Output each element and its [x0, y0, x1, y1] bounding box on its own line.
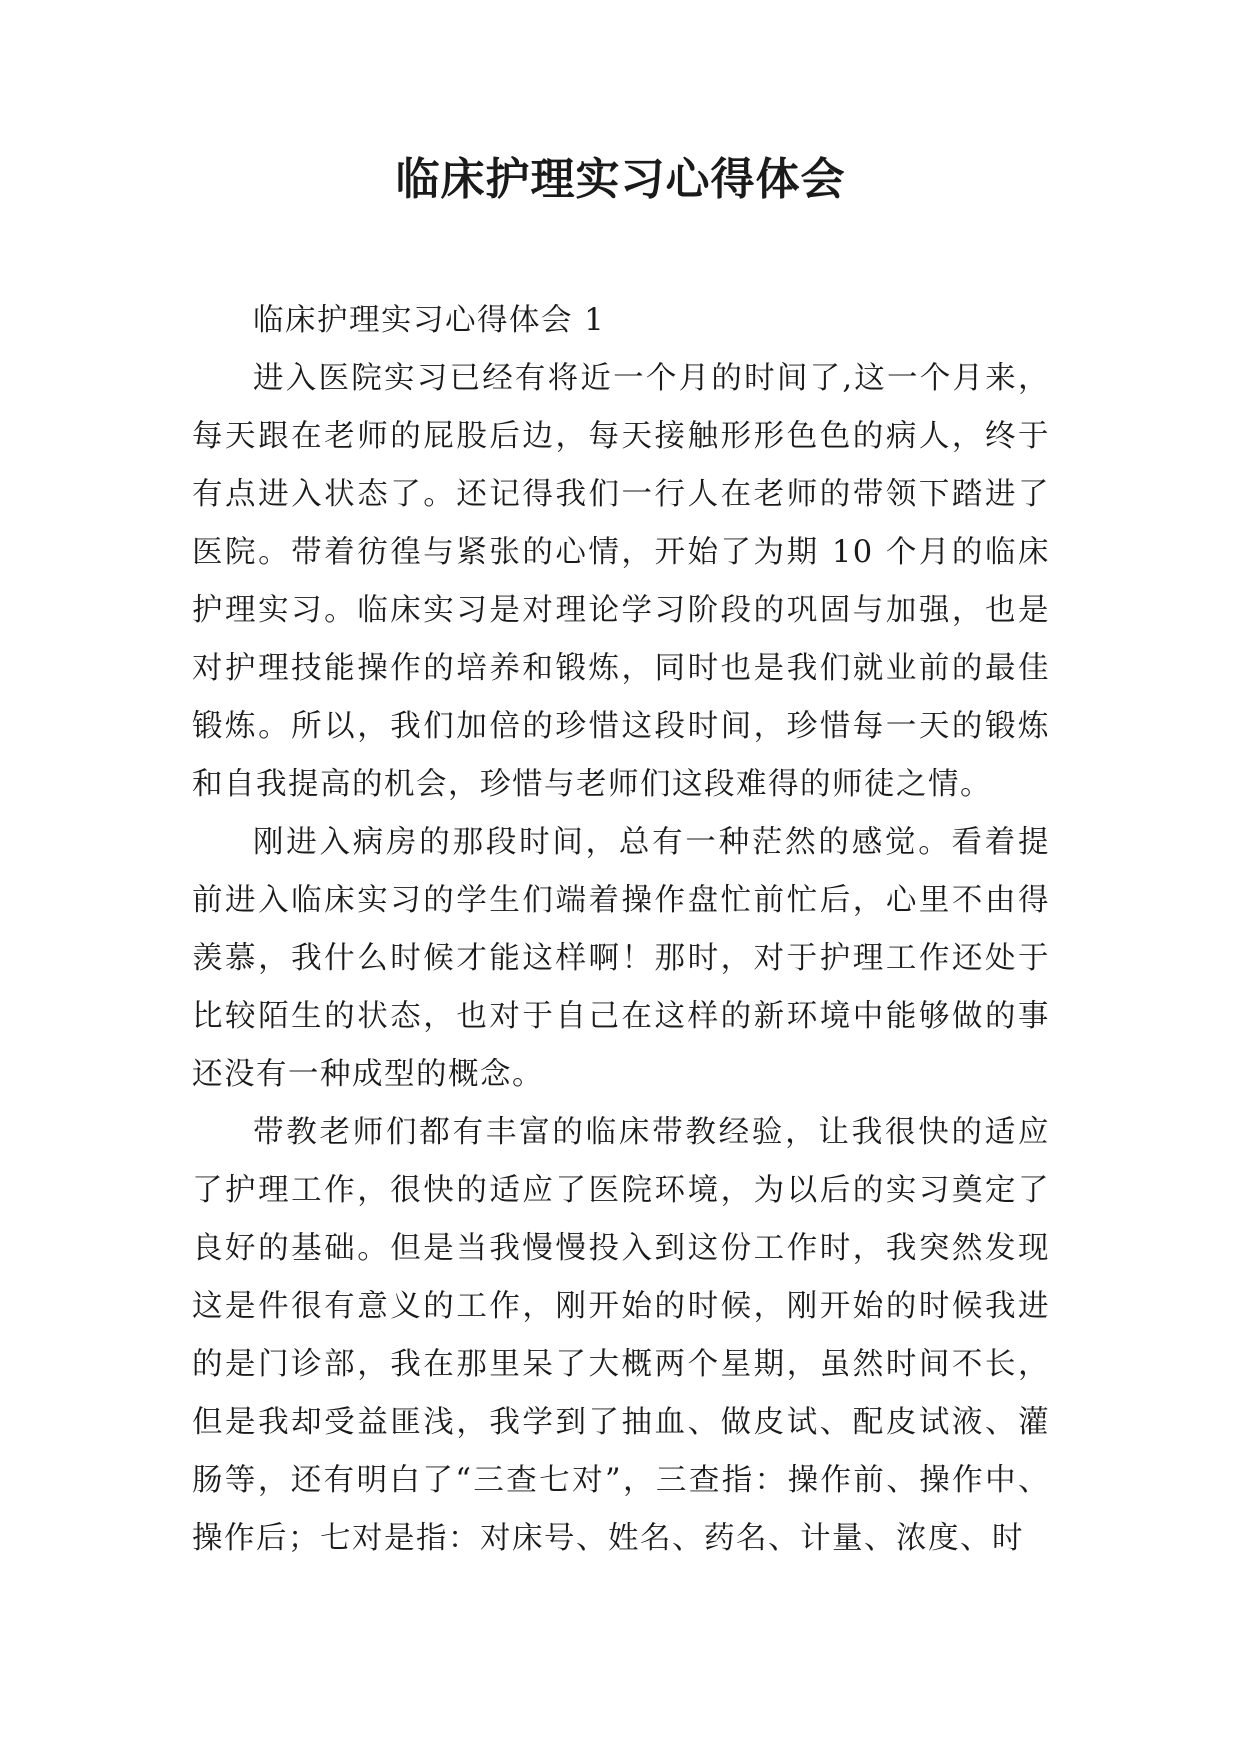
- paragraph-1: 进入医院实习已经有将近一个月的时间了,这一个月来，每天跟在老师的屁股后边，每天接触形形色色的病人，终于有点进入状态了。还记得我们一行人在老师的带领下踏进了医院。带着彷徨与紧张的心情，开始了为期 10 个月的临床护理实习。临床实习是对理论学习阶段的巩固与加强，也是对护理技能操作的培养和锻炼，同时也是我们就业前的最佳锻炼。所以，我们加倍的珍惜这段时间，珍惜每一天的锻炼和自我提高的机会，珍惜与老师们这段难得的师徒之情。: [192, 361, 1050, 802]
- document-title: 临床护理实习心得体会: [395, 154, 846, 205]
- section-heading: 临床护理实习心得体会 1: [253, 303, 606, 338]
- document-body: [192, 292, 1050, 1568]
- paragraph-3: 带教老师们都有丰富的临床带教经验，让我很快的适应了护理工作，很快的适应了医院环境，为以后的实习奠定了良好的基础。但是当我慢慢投入到这份工作时，我突然发现这是件很有意义的工作，刚开始的时候，刚开始的时候我进的是门诊部，我在那里呆了大概两个星期，虽然时间不长，但是我却受益匪浅，我学到了抽血、做皮试、配皮试液、灌肠等，还有明白了“三查七对”，三查指：操作前、操作中、操作后；七对是指：对床号、姓名、药名、计量、浓度、时: [192, 1115, 1050, 1556]
- paragraph-2: 刚进入病房的那段时间，总有一种茫然的感觉。看着提前进入临床实习的学生们端着操作盘忙前忙后，心里不由得羡慕，我什么时候才能这样啊！那时，对于护理工作还处于比较陌生的状态，也对于自己在这样的新环境中能够做的事还没有一种成型的概念。: [192, 825, 1050, 1092]
